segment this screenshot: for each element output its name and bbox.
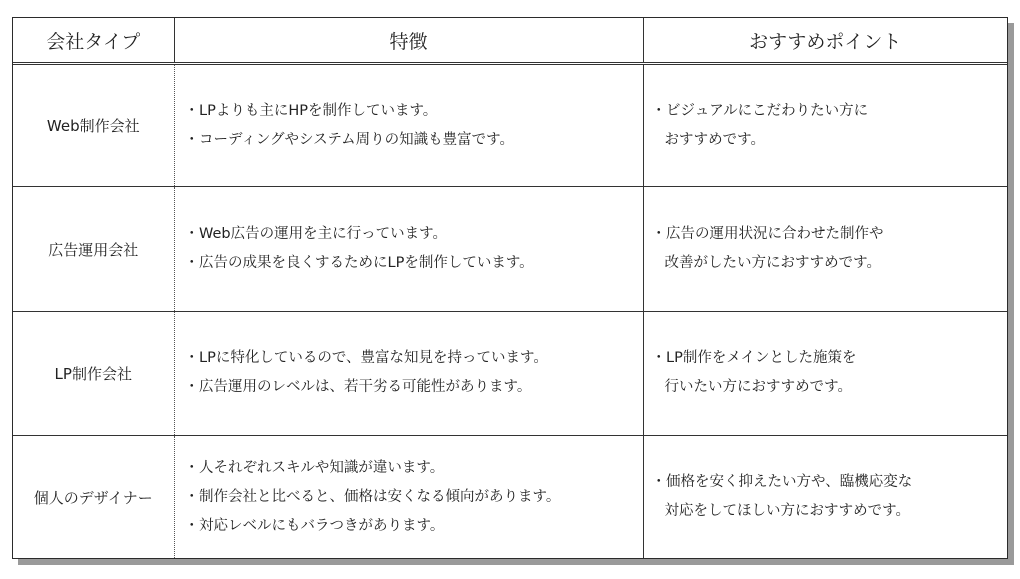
features-cell [174, 64, 643, 187]
features-list [185, 344, 643, 402]
feature-item: ・ Web広告の運用を主に行っています。 [185, 220, 643, 249]
recommend-line: ・ 広告の運用状況に合わせた制作や [652, 220, 1008, 249]
feature-item: ・ 対応レベルにもバラつきがあります。 [185, 512, 643, 541]
company-type-cell: Web制作会社 [46, 117, 140, 136]
recommend-line: ・ 価格を安く抑えたい方や、臨機応変な [652, 468, 1008, 497]
recommend-text [652, 344, 1008, 402]
header-recommend-points: おすすめポイント [643, 18, 1007, 64]
company-type-cell: 個人のデザイナー [13, 436, 174, 558]
recommend-cell [643, 187, 1007, 311]
recommend-line: ・ LP制作をメインとした施策を [652, 344, 1008, 373]
comparison-table-frame [12, 17, 1008, 559]
features-list [185, 220, 643, 278]
feature-item: ・ LPよりも主にHPを制作しています。 [185, 97, 643, 126]
features-cell [174, 436, 643, 558]
features-cell [174, 187, 643, 311]
company-type-comparison-table [13, 18, 1007, 558]
features-list [185, 454, 643, 541]
recommend-text [652, 97, 1008, 155]
features-list [185, 97, 643, 155]
recommend-text [652, 220, 1008, 278]
feature-item: ・ 広告の成果を良くするためにLPを制作しています。 [185, 249, 643, 278]
feature-item: ・ コーディングやシステム周りの知識も豊富です。 [185, 126, 643, 155]
feature-item: ・ 制作会社と比べると、価格は安くなる傾向があります。 [185, 483, 643, 512]
recommend-line: 改善がしたい方におすすめです。 [664, 255, 881, 272]
recommend-cell [643, 64, 1007, 187]
recommend-cell [643, 436, 1007, 558]
header-company-type: 会社タイプ [13, 18, 174, 64]
feature-item: ・ 広告運用のレベルは、若干劣る可能性があります。 [185, 373, 643, 402]
recommend-line: ・ ビジュアルにこだわりたい方に [652, 97, 1008, 126]
table-row-freelance-designer [13, 436, 1007, 558]
table-row-lp-agency [13, 311, 1007, 435]
recommend-line: おすすめです。 [664, 131, 765, 148]
recommend-line: 行いたい方におすすめです。 [664, 379, 852, 396]
feature-item: ・ 人それぞれスキルや知識が違います。 [185, 454, 643, 483]
features-cell [174, 311, 643, 435]
header-row [13, 18, 1007, 64]
table-row-web-agency [13, 64, 1007, 187]
recommend-cell [643, 311, 1007, 435]
feature-item: ・ LPに特化しているので、豊富な知見を持っています。 [185, 344, 643, 373]
table-row-ad-agency [13, 187, 1007, 311]
header-features: 特徴 [174, 18, 643, 64]
company-type-cell: 広告運用会社 [13, 187, 174, 311]
company-type-cell: LP制作会社 [13, 311, 174, 435]
recommend-text [652, 468, 1008, 526]
recommend-line: 対応をしてほしい方におすすめです。 [664, 503, 910, 520]
